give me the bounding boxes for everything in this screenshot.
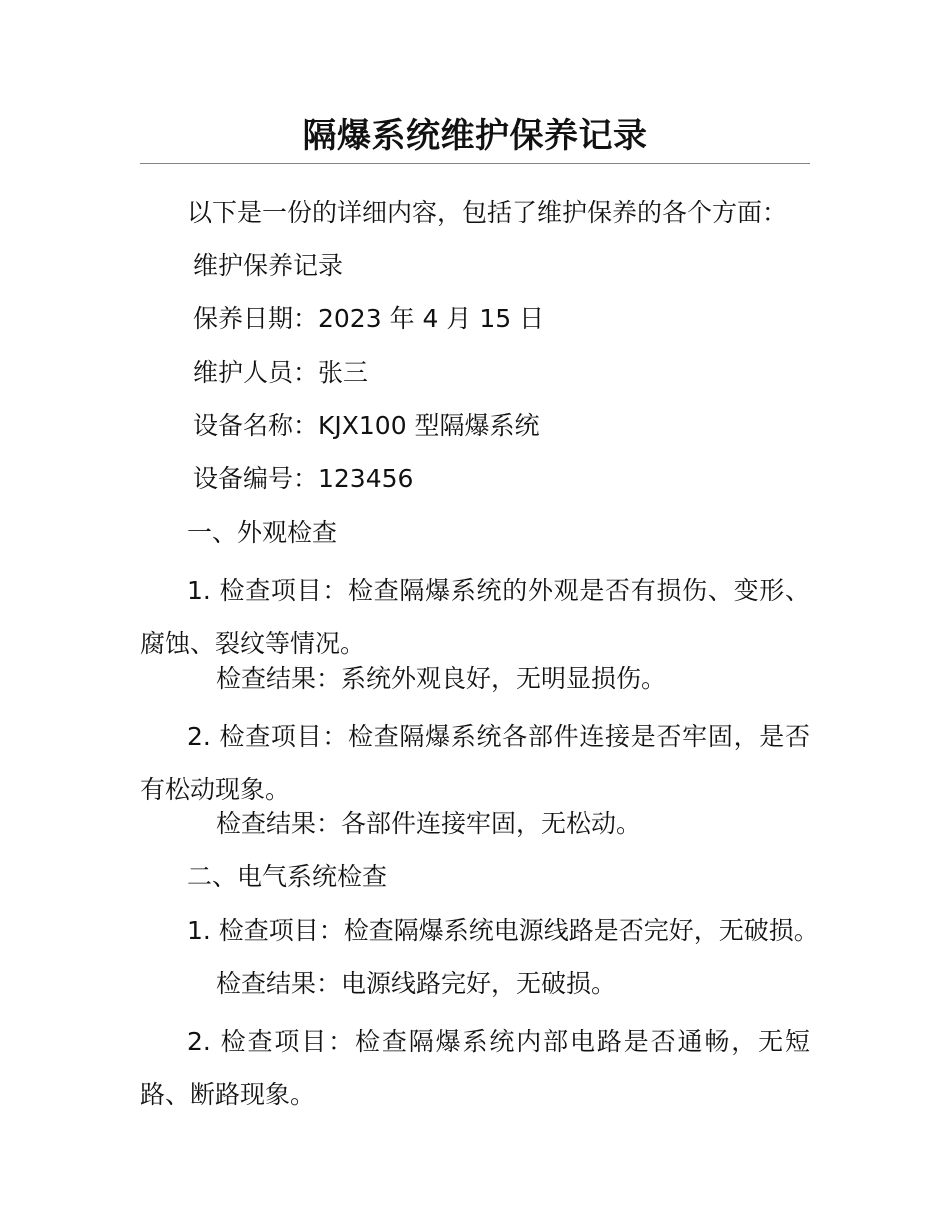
intro-text: 以下是一份的详细内容，包括了维护保养的各个方面： bbox=[187, 198, 788, 227]
check-result: 检查结果：电源线路完好，无破损。 bbox=[216, 969, 617, 998]
section-heading: 二、电气系统检查 bbox=[187, 862, 388, 891]
check-result: 检查结果：系统外观良好，无明显损伤。 bbox=[216, 664, 667, 693]
check-item: 2. 检查项目：检查隔爆系统各部件连接是否牢固，是否有松动现象。 bbox=[140, 722, 810, 804]
check-item: 2. 检查项目：检查隔爆系统内部电路是否通畅，无短路、断路现象。 bbox=[140, 1027, 810, 1109]
device-name: 设备名称：KJX100 型隔爆系统 bbox=[193, 411, 540, 440]
section-heading: 一、外观检查 bbox=[187, 518, 338, 547]
device-number: 设备编号：123456 bbox=[193, 464, 414, 493]
maintenance-date: 保养日期：2023 年 4 月 15 日 bbox=[193, 304, 545, 333]
record-heading: 维护保养记录 bbox=[193, 251, 344, 280]
maintenance-person: 维护人员：张三 bbox=[193, 358, 369, 387]
title-divider bbox=[140, 163, 810, 164]
document-title: 隔爆系统维护保养记录 bbox=[302, 116, 648, 156]
check-item: 1. 检查项目：检查隔爆系统的外观是否有损伤、变形、腐蚀、裂纹等情况。 bbox=[140, 576, 810, 658]
check-item: 1. 检查项目：检查隔爆系统电源线路是否完好，无破损。 bbox=[187, 916, 819, 945]
check-result: 检查结果：各部件连接牢固，无松动。 bbox=[216, 809, 642, 838]
